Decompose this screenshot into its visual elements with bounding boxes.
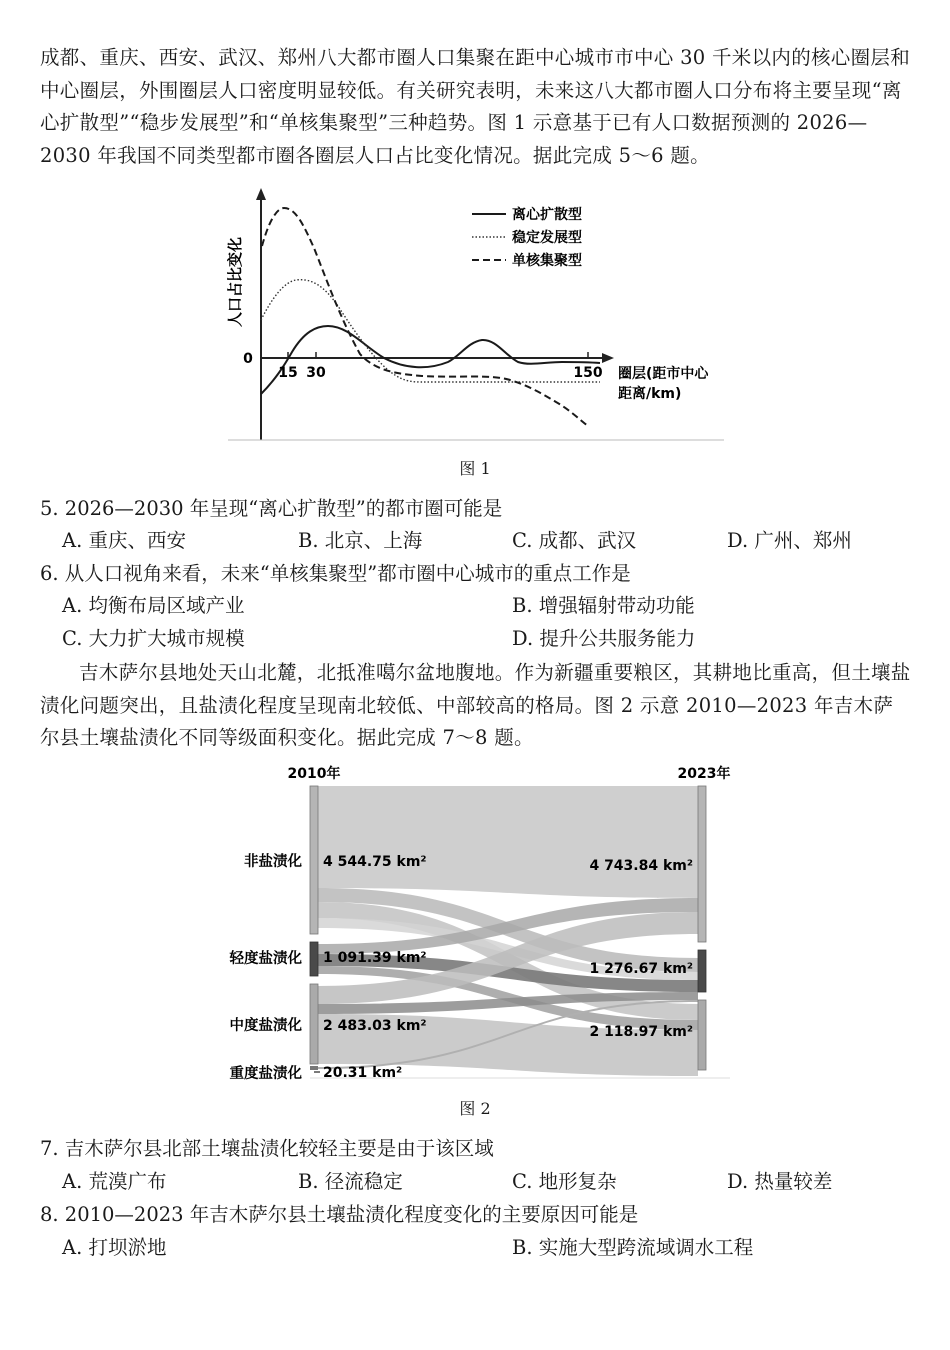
question-6-stem: 6. 从人口视角来看，未来“单核集聚型”都市圈中心城市的重点工作是 [40,562,631,585]
year-label-2010: 2010年 [287,766,341,782]
value-2023-nonsaline: 4 743.84 km² [589,858,693,874]
question-6-option-b: B. 增强辐射带动功能 [512,594,695,617]
value-2023-moderate: 2 118.97 km² [589,1024,693,1040]
node-2010-severe [310,1066,318,1070]
figure-2-caption: 图 2 [459,1099,491,1118]
question-7-option-a: A. 荒漠广布 [62,1170,167,1193]
x-axis-arrow [602,353,614,363]
question-8-option-b: B. 实施大型跨流域调水工程 [512,1236,754,1259]
value-2023-light: 1 276.67 km² [589,961,693,977]
question-5-option-b: B. 北京、上海 [298,529,423,552]
question-7-stem: 7. 吉木萨尔县北部土壤盐渍化较轻主要是由于该区域 [40,1137,494,1160]
category-label-light: 轻度盐渍化 [229,951,302,967]
question-8-stem: 8. 2010—2023 年吉木萨尔县土壤盐渍化程度变化的主要原因可能是 [40,1203,639,1226]
figure-2-sankey-chart [210,758,750,1088]
node-2023-light [698,950,706,992]
question-7-option-b: B. 径流稳定 [298,1170,403,1193]
value-2010-light: 1 091.39 km² [323,950,427,966]
y-axis-arrow [256,188,266,200]
tick-label-30: 30 [306,365,326,381]
question-5-stem: 5. 2026—2030 年呈现“离心扩散型”的都市圈可能是 [40,497,503,520]
node-2010-nonsaline [310,786,318,934]
flow-nonsaline-to-nonsaline [318,786,698,898]
figure-1-caption: 图 1 [459,459,491,478]
question-5-option-c: C. 成都、武汉 [512,529,637,552]
value-2010-severe: 20.31 km² [323,1065,403,1081]
category-label-severe: 重度盐渍化 [229,1066,302,1082]
x-axis-label-line2: 距离/km) [618,386,682,402]
question-6-option-a: A. 均衡布局区域产业 [62,594,245,617]
intro-paragraph-2: 吉木萨尔县地处天山北麓，北抵准噶尔盆地腹地。作为新疆重要粮区，其耕地比重高，但土壤盐渍化问题突出，且盐渍化程度呈现南北较低、中部较高的格局。图 2 示意 2010—2023 年吉木萨尔县土壤盐渍化不同等级面积变化。据此完成 7～8 题。 [40,661,911,749]
question-6-option-c: C. 大力扩大城市规模 [62,627,245,650]
legend-label-centrifugal: 离心扩散型 [512,207,582,223]
question-5-option-d: D. 广州、郑州 [727,529,852,552]
zero-label: 0 [243,351,253,367]
series-line-centrifugal [261,326,603,394]
value-2010-nonsaline: 4 544.75 km² [323,854,427,870]
question-7-option-d: D. 热量较差 [727,1170,833,1193]
node-2010-light [310,942,318,976]
question-6-option-d: D. 提升公共服务能力 [512,627,696,650]
value-2010-moderate: 2 483.03 km² [323,1018,427,1034]
x-axis-label-line1: 圈层(距市中心 [618,366,709,382]
year-label-2023: 2023年 [677,766,731,782]
legend-label-monocentric: 单核集聚型 [512,253,582,269]
node-2023-moderate [698,1000,706,1070]
tick-label-150: 150 [573,365,603,381]
tick-label-15: 15 [278,365,298,381]
category-label-nonsaline: 非盐渍化 [244,854,302,870]
question-8-option-a: A. 打坝淤地 [62,1236,167,1259]
figure-1-line-chart [200,186,740,448]
question-7-option-c: C. 地形复杂 [512,1170,617,1193]
category-label-moderate: 中度盐渍化 [229,1018,302,1034]
intro-paragraph-1: 成都、重庆、西安、武汉、郑州八大都市圈人口集聚在距中心城市市中心 30 千米以内的核心圈层和中心圈层，外围圈层人口密度明显较低。有关研究表明，未来这八大都市圈人口分布将主要呈现“离心扩散型”“稳步发展型”和“单核集聚型”三种趋势。图 1 示意基于已有人口数据预测的 2026—2030 年我国不同类型都市圈各圈层人口占比变化情况。据此完成 5～6 题。 [40,46,911,167]
node-2023-nonsaline [698,786,706,942]
legend-label-stable: 稳定发展型 [512,230,582,246]
question-5-option-a: A. 重庆、西安 [62,529,186,552]
node-2010-moderate [310,984,318,1064]
y-axis-label: 人口占比变化 [226,236,244,328]
